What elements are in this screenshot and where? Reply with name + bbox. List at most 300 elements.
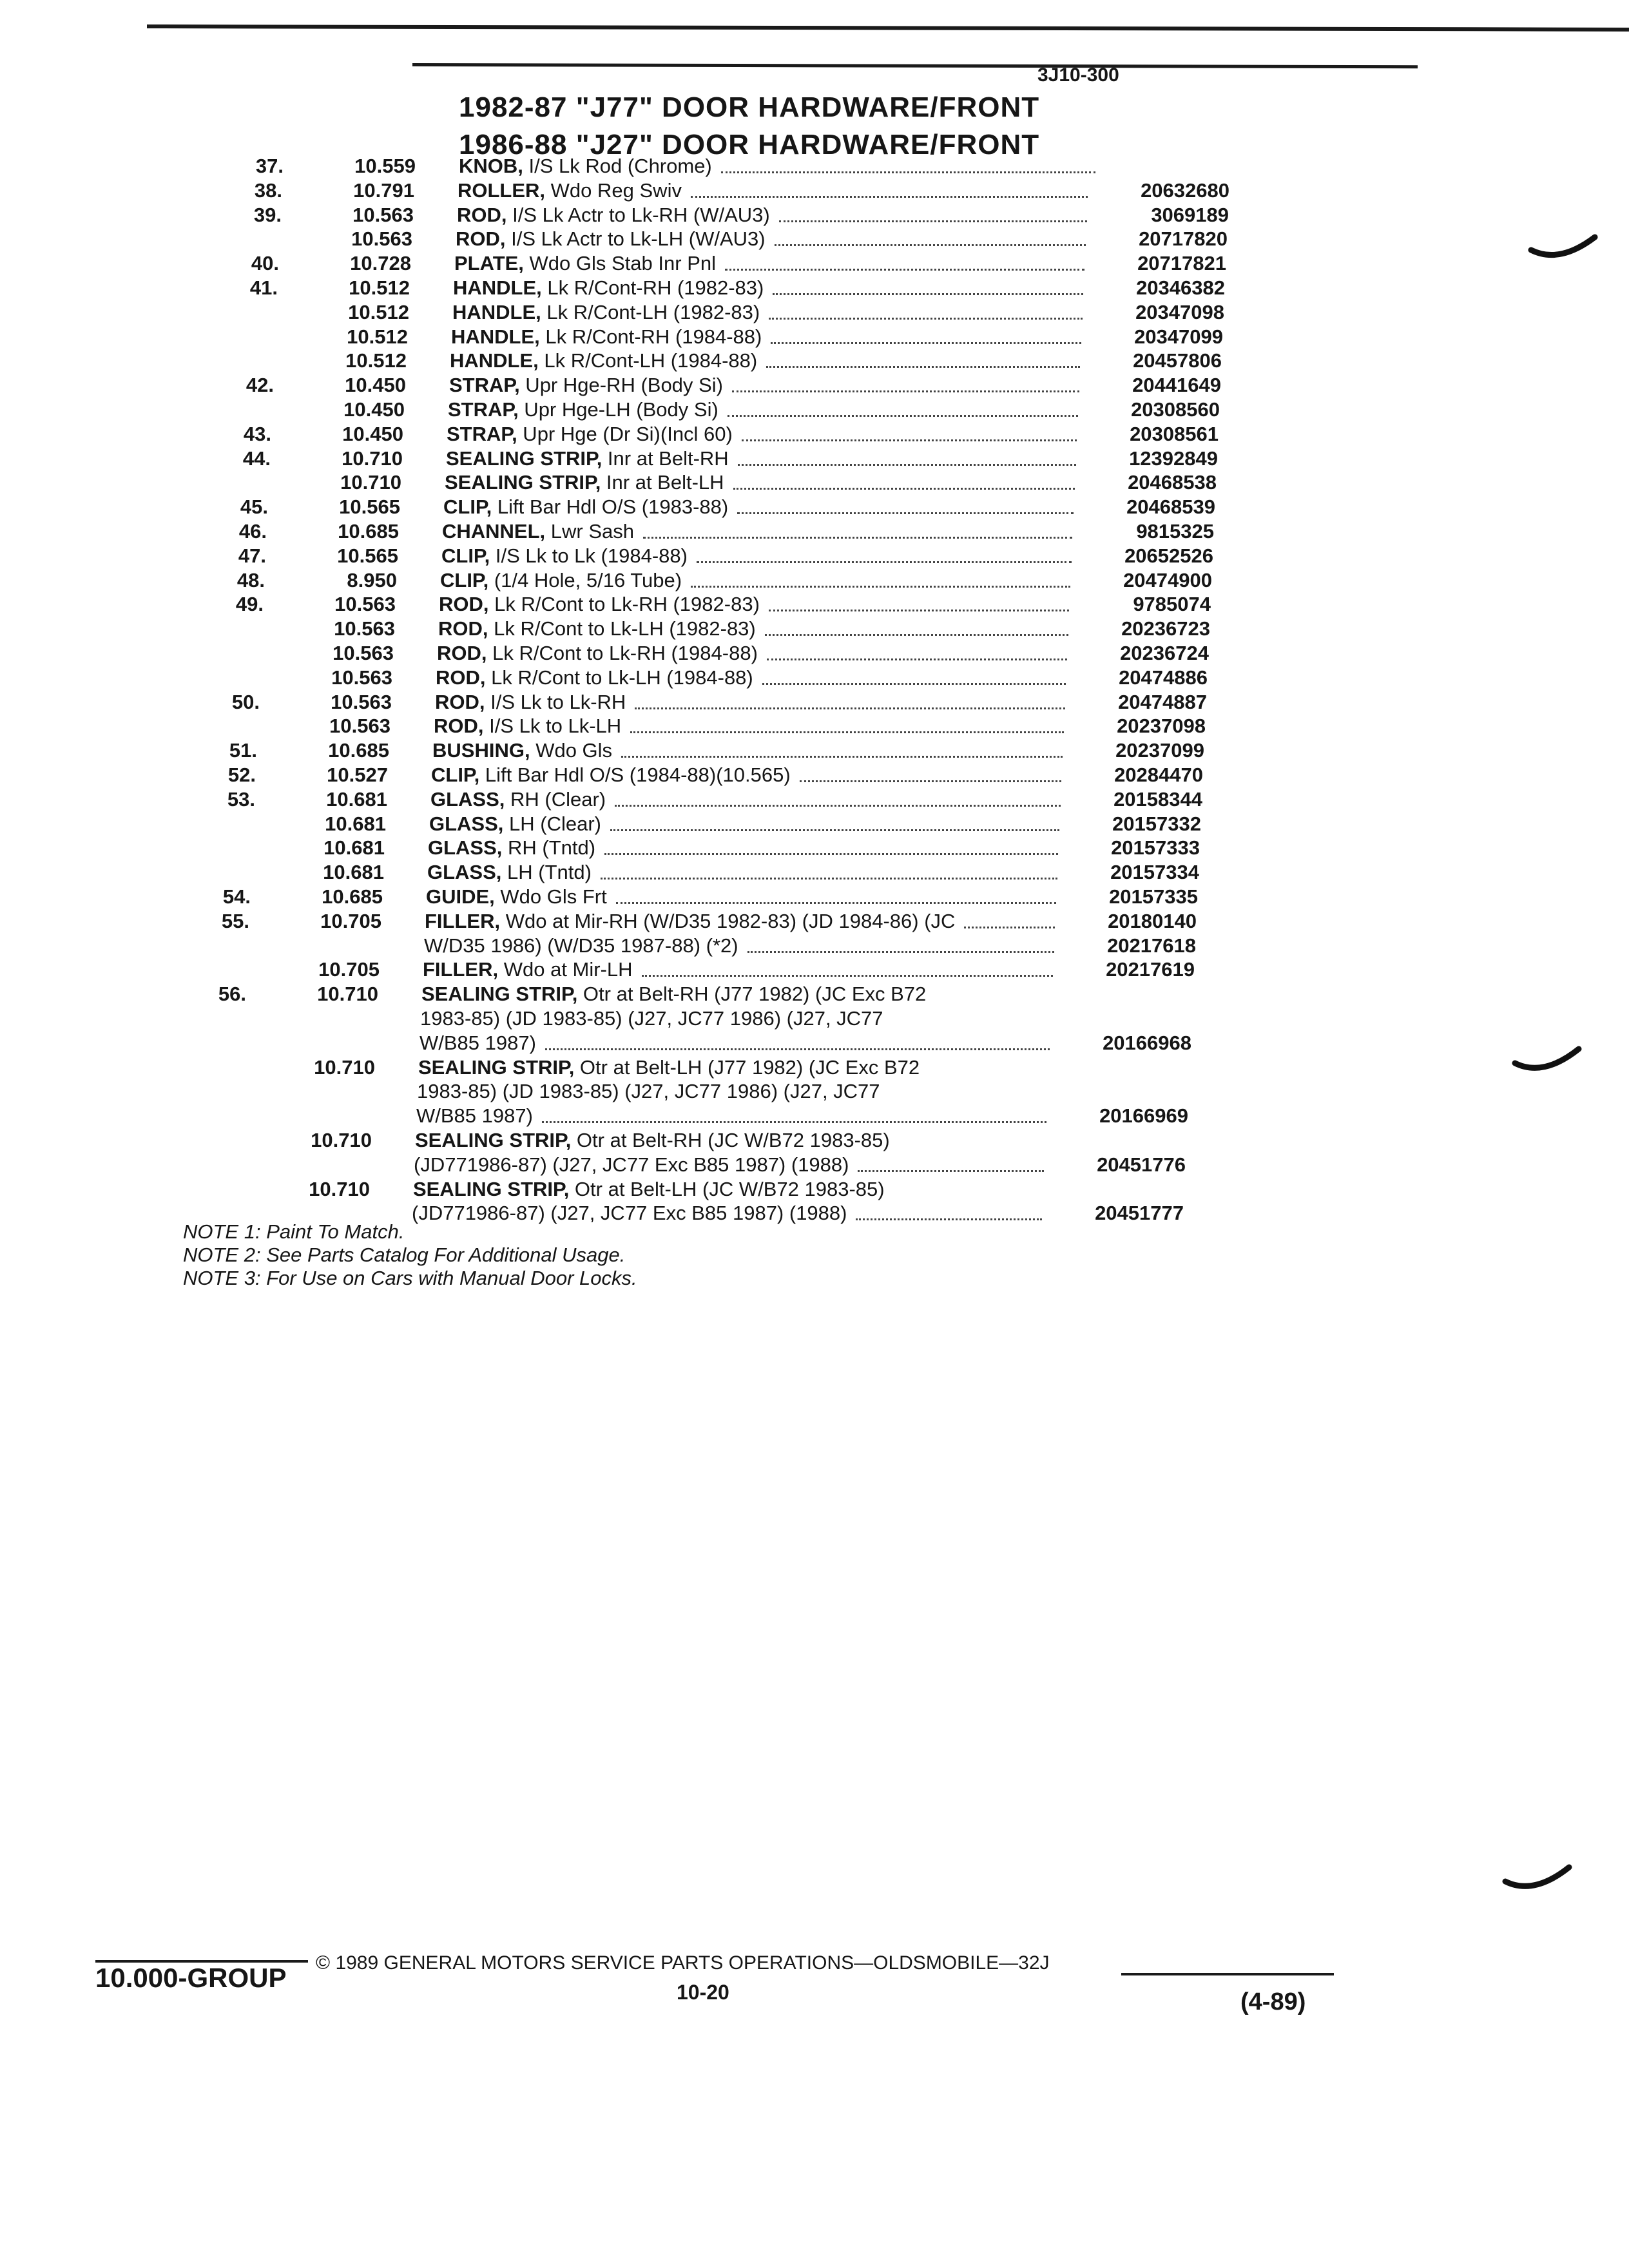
- footer-rule-right: [1121, 1973, 1334, 1975]
- part-name: FILLER,: [425, 910, 501, 932]
- leader-dots: [737, 510, 1074, 514]
- group-number: 10.512: [349, 276, 410, 299]
- part-number: 3069189: [1151, 204, 1229, 226]
- group-number: 10.563: [329, 715, 390, 737]
- part-name: GLASS,: [428, 836, 503, 859]
- page-code: 3J10-300: [1037, 64, 1119, 86]
- part-name: SEALING STRIP,: [413, 1178, 570, 1200]
- part-detail: Lk R/Cont to Lk-LH (1984-88): [485, 666, 753, 689]
- part-row: [0, 1129, 1585, 1152]
- leader-dots: [964, 924, 1055, 928]
- group-number: 10.705: [318, 958, 380, 981]
- part-row: [0, 520, 1612, 543]
- leader-dots: [635, 705, 1065, 709]
- part-description: [442, 520, 634, 543]
- part-detail: RH (Clear): [505, 788, 606, 811]
- part-name: GLASS,: [429, 812, 504, 835]
- part-name: ROD,: [435, 691, 485, 713]
- part-detail: I/S Lk to Lk-LH: [483, 715, 622, 737]
- part-detail: (JD771986-87) (J27, JC77 Exc B85 1987) (1988): [412, 1202, 847, 1224]
- group-number: 10.728: [350, 252, 411, 274]
- part-description: [416, 1104, 533, 1128]
- group-number: 8.950: [347, 569, 397, 591]
- part-name: GLASS,: [427, 861, 502, 883]
- part-number: 20157335: [1109, 885, 1198, 908]
- item-index: 46.: [238, 520, 267, 543]
- part-detail: Otr at Belt-RH (JC W/B72 1983-85): [571, 1129, 890, 1151]
- part-number: 9785074: [1133, 593, 1211, 615]
- part-detail: I/S Lk Actr to Lk-LH (W/AU3): [505, 227, 766, 250]
- part-row: [0, 1056, 1588, 1079]
- part-description: [447, 423, 733, 446]
- part-number: 20237098: [1117, 715, 1206, 737]
- part-description: [428, 836, 595, 860]
- part-detail: LH (Tntd): [501, 861, 592, 883]
- part-row: [0, 1178, 1583, 1201]
- part-description: [441, 544, 688, 568]
- part-detail: LH (Clear): [503, 812, 601, 835]
- leader-dots: [769, 607, 1069, 611]
- part-description: [434, 715, 621, 738]
- part-name: STRAP,: [447, 423, 517, 445]
- part-number: 20652526: [1124, 544, 1213, 567]
- margin-check-mark: [1527, 232, 1605, 277]
- part-name: STRAP,: [448, 398, 519, 421]
- leader-dots: [766, 363, 1080, 368]
- group-number: 10.563: [334, 593, 396, 615]
- part-description: [458, 179, 682, 202]
- part-detail: I/S Lk to Lk-RH: [485, 691, 626, 713]
- note-1: NOTE 1: Paint To Match.: [183, 1220, 405, 1243]
- group-number: 10.710: [340, 471, 401, 494]
- part-detail: Lk R/Cont-RH (1984-88): [539, 325, 762, 348]
- leader-dots: [725, 266, 1084, 271]
- leader-dots: [542, 1119, 1046, 1123]
- part-detail: Lift Bar Hdl O/S (1984-88)(10.565): [479, 764, 791, 786]
- part-row: [0, 1104, 1586, 1128]
- part-row: [0, 666, 1606, 689]
- leader-dots: [742, 437, 1077, 441]
- item-index: 37.: [255, 155, 284, 177]
- part-number: 20717820: [1139, 227, 1228, 250]
- note-2: NOTE 2: See Parts Catalog For Additional Usage.: [183, 1244, 626, 1266]
- footer-date: (4-89): [1240, 1988, 1306, 2015]
- leader-dots: [621, 753, 1063, 758]
- part-detail: 1983-85) (JD 1983-85) (J27, JC77 1986) (J27, JC77: [417, 1080, 880, 1102]
- part-name: HANDLE,: [452, 301, 541, 323]
- part-number: 20217619: [1106, 958, 1195, 981]
- part-detail: Lift Bar Hdl O/S (1983-88): [492, 495, 729, 518]
- leader-dots: [733, 485, 1075, 490]
- item-index: 50.: [231, 691, 260, 713]
- part-row: [0, 423, 1617, 446]
- part-number: 20347099: [1134, 325, 1223, 348]
- group-number: 10.685: [322, 885, 383, 908]
- part-number: 20474886: [1119, 666, 1208, 689]
- margin-check-mark: [1511, 1044, 1588, 1089]
- part-description: [435, 691, 626, 714]
- item-index: 45.: [240, 495, 268, 518]
- part-description: [456, 227, 766, 251]
- part-number: 20157334: [1110, 861, 1199, 883]
- part-description: [443, 495, 728, 519]
- leader-dots: [775, 242, 1086, 246]
- group-number: 10.681: [325, 812, 386, 835]
- part-number: 20308560: [1131, 398, 1220, 421]
- leader-dots: [545, 1046, 1050, 1050]
- group-number: 10.710: [309, 1178, 370, 1200]
- group-number: 10.559: [354, 155, 416, 177]
- part-name: BUSHING,: [432, 739, 530, 762]
- group-number: 10.791: [353, 179, 414, 202]
- part-name: SEALING STRIP,: [421, 983, 578, 1005]
- item-index: 47.: [238, 544, 266, 567]
- part-description: [450, 349, 757, 372]
- part-row: [0, 1032, 1590, 1055]
- part-row: [0, 349, 1620, 372]
- leader-dots: [615, 802, 1061, 807]
- group-number: 10.681: [326, 788, 387, 811]
- part-number: 20166968: [1103, 1032, 1191, 1054]
- part-description: [419, 1032, 536, 1055]
- group-number: 10.512: [348, 301, 409, 323]
- part-detail: Upr Hge (Dr Si)(Incl 60): [517, 423, 733, 445]
- item-index: 38.: [254, 179, 282, 202]
- group-number: 10.563: [351, 227, 412, 250]
- leader-dots: [616, 899, 1056, 904]
- part-detail: Inr at Belt-RH: [602, 447, 729, 470]
- part-description: [431, 764, 791, 787]
- part-description: [440, 569, 682, 592]
- part-description: [446, 447, 729, 470]
- group-number: 10.450: [343, 398, 405, 421]
- part-row: [0, 155, 1629, 178]
- item-index: 55.: [221, 910, 249, 932]
- part-number: 20451776: [1097, 1153, 1186, 1176]
- note-3: NOTE 3: For Use on Cars with Manual Door Locks.: [183, 1267, 637, 1289]
- part-number: 20474900: [1123, 569, 1212, 591]
- part-number: 20217618: [1107, 934, 1196, 957]
- item-index: 43.: [243, 423, 271, 445]
- part-description: [438, 617, 756, 640]
- part-row: [0, 691, 1605, 714]
- item-index: 54.: [222, 885, 251, 908]
- part-number: 20451777: [1095, 1202, 1184, 1224]
- part-number: 20308561: [1130, 423, 1219, 445]
- part-detail: Otr at Belt-RH (J77 1982) (JC Exc B72: [577, 983, 927, 1005]
- leader-dots: [691, 193, 1088, 198]
- part-row: [0, 593, 1609, 616]
- part-number: 20158344: [1113, 788, 1202, 811]
- part-number: 20468538: [1128, 471, 1217, 494]
- item-index: 52.: [227, 764, 256, 786]
- part-detail: W/B85 1987): [419, 1032, 536, 1054]
- part-detail: Lk R/Cont-RH (1982-83): [541, 276, 764, 299]
- part-detail: 1983-85) (JD 1983-85) (J27, JC77 1986) (J27, JC77: [420, 1007, 883, 1030]
- part-name: CLIP,: [443, 495, 492, 518]
- part-description: [417, 1080, 880, 1103]
- part-description: [423, 958, 633, 981]
- leader-dots: [604, 850, 1058, 855]
- part-row: [0, 642, 1607, 665]
- item-index: 42.: [246, 374, 274, 396]
- part-description: [432, 739, 612, 762]
- leader-dots: [721, 169, 1095, 173]
- part-detail: I/S Lk to Lk (1984-88): [490, 544, 688, 567]
- group-number: 10.685: [328, 739, 389, 762]
- group-number: 10.685: [338, 520, 399, 543]
- part-number: 20346382: [1136, 276, 1225, 299]
- part-number: 20157332: [1112, 812, 1201, 835]
- group-number: 10.565: [339, 495, 400, 518]
- part-number: 20441649: [1132, 374, 1221, 396]
- item-index: 44.: [242, 447, 271, 470]
- part-row: [0, 861, 1597, 884]
- part-name: SEALING STRIP,: [445, 471, 601, 494]
- part-detail: W/D35 1986) (W/D35 1987-88) (*2): [424, 934, 738, 957]
- item-index: 49.: [235, 593, 264, 615]
- item-index: 41.: [249, 276, 278, 299]
- part-description: [457, 204, 770, 227]
- part-detail: W/B85 1987): [416, 1104, 533, 1127]
- part-row: [0, 227, 1626, 251]
- item-index: 56.: [218, 983, 246, 1005]
- margin-check-mark: [1501, 1862, 1579, 1907]
- item-index: 51.: [229, 739, 257, 762]
- leader-dots: [738, 461, 1076, 466]
- part-detail: Wdo Gls: [530, 739, 613, 762]
- part-row: [0, 715, 1604, 738]
- group-number: 10.710: [342, 447, 403, 470]
- leader-dots: [732, 388, 1079, 392]
- part-number: 20157333: [1111, 836, 1200, 859]
- part-detail: Upr Hge-RH (Body Si): [519, 374, 723, 396]
- part-name: ROD,: [438, 617, 488, 640]
- part-detail: Wdo Gls Stab Inr Pnl: [523, 252, 716, 274]
- part-number: 20236724: [1120, 642, 1209, 664]
- leader-dots: [856, 1216, 1042, 1220]
- part-description: [427, 861, 592, 884]
- part-name: ROD,: [456, 227, 506, 250]
- leader-dots: [779, 218, 1087, 222]
- part-name: ROLLER,: [458, 179, 546, 202]
- part-description: [424, 934, 738, 957]
- group-number: 10.710: [311, 1129, 372, 1151]
- part-name: HANDLE,: [450, 349, 539, 372]
- item-index: 53.: [227, 788, 255, 811]
- part-detail: Upr Hge-LH (Body Si): [518, 398, 718, 421]
- part-number: 20237099: [1115, 739, 1204, 762]
- leader-dots: [858, 1168, 1044, 1172]
- part-detail: (1/4 Hole, 5/16 Tube): [488, 569, 682, 591]
- part-name: ROD,: [437, 642, 487, 664]
- part-row: [0, 788, 1601, 811]
- part-detail: Wdo at Mir-RH (W/D35 1982-83) (JD 1984-86) (JC: [500, 910, 956, 932]
- part-description: [437, 642, 758, 665]
- part-detail: Lk R/Cont to Lk-RH (1984-88): [487, 642, 758, 664]
- part-row: [0, 569, 1610, 592]
- part-name: CLIP,: [431, 764, 480, 786]
- part-row: [0, 398, 1618, 421]
- part-row: [0, 934, 1594, 957]
- part-description: [449, 374, 723, 397]
- leader-dots: [747, 948, 1054, 953]
- page-title-1: 1982-87 "J77" DOOR HARDWARE/FRONT: [459, 91, 1040, 123]
- part-name: CHANNEL,: [442, 520, 546, 543]
- leader-dots: [643, 534, 1072, 539]
- part-name: CLIP,: [440, 569, 489, 591]
- group-number: 10.681: [323, 836, 385, 859]
- part-number: 20632680: [1141, 179, 1229, 202]
- part-detail: Otr at Belt-LH (JC W/B72 1983-85): [569, 1178, 885, 1200]
- group-number: 10.563: [334, 617, 395, 640]
- leader-dots: [642, 972, 1053, 977]
- part-number: 20236723: [1121, 617, 1210, 640]
- leader-dots: [771, 340, 1081, 344]
- part-name: STRAP,: [449, 374, 520, 396]
- part-name: ROD,: [439, 593, 489, 615]
- part-row: [0, 1080, 1587, 1103]
- part-row: [0, 836, 1598, 860]
- part-description: [451, 325, 762, 349]
- part-description: [426, 885, 607, 908]
- part-description: [421, 983, 926, 1006]
- part-row: [0, 983, 1592, 1006]
- part-description: [429, 812, 601, 836]
- leader-dots: [773, 291, 1083, 295]
- part-row: [0, 447, 1616, 470]
- part-description: [418, 1056, 920, 1079]
- part-detail: Inr at Belt-LH: [601, 471, 724, 494]
- item-index: 39.: [253, 204, 282, 226]
- part-description: [445, 471, 724, 494]
- group-number: 10.563: [352, 204, 414, 226]
- leader-dots: [767, 656, 1067, 660]
- leader-dots: [630, 729, 1064, 733]
- part-row: [0, 252, 1624, 275]
- part-name: HANDLE,: [451, 325, 540, 348]
- group-number: 10.705: [320, 910, 381, 932]
- part-row: [0, 1153, 1584, 1177]
- leader-dots: [610, 827, 1059, 831]
- item-index: 48.: [236, 569, 265, 591]
- part-name: GUIDE,: [426, 885, 495, 908]
- group-number: 10.681: [323, 861, 384, 883]
- part-name: SEALING STRIP,: [418, 1056, 575, 1079]
- part-number: 12392849: [1129, 447, 1218, 470]
- leader-dots: [601, 875, 1057, 879]
- part-row: [0, 1007, 1590, 1030]
- part-detail: Lwr Sash: [545, 520, 635, 543]
- part-detail: (JD771986-87) (J27, JC77 Exc B85 1987) (1988): [414, 1153, 849, 1176]
- notes-section: [183, 1220, 637, 1290]
- footer-group: 10.000-GROUP: [95, 1963, 287, 1993]
- part-name: SEALING STRIP,: [415, 1129, 572, 1151]
- footer-copyright: © 1989 GENERAL MOTORS SERVICE PARTS OPERATIONS—OLDSMOBILE—32J: [316, 1952, 1050, 1974]
- part-row: [0, 495, 1614, 519]
- part-row: [0, 471, 1615, 494]
- leader-dots: [728, 412, 1078, 417]
- part-row: [0, 301, 1623, 324]
- part-name: CLIP,: [441, 544, 490, 567]
- part-detail: Lk R/Cont to Lk-RH (1982-83): [488, 593, 760, 615]
- part-row: [0, 910, 1595, 933]
- part-number: 20284470: [1114, 764, 1203, 786]
- part-description: [415, 1129, 890, 1152]
- part-row: [0, 764, 1601, 787]
- part-description: [425, 910, 955, 933]
- part-detail: I/S Lk Rod (Chrome): [523, 155, 712, 177]
- group-number: 10.710: [314, 1056, 375, 1079]
- part-description: [452, 301, 760, 324]
- part-row: [0, 374, 1619, 397]
- part-detail: Wdo at Mir-LH: [498, 958, 633, 981]
- part-row: [0, 958, 1593, 981]
- part-name: ROD,: [434, 715, 484, 737]
- part-number: 20347098: [1135, 301, 1224, 323]
- group-number: 10.563: [331, 691, 392, 713]
- part-row: [0, 617, 1608, 640]
- part-number: 20166969: [1099, 1104, 1188, 1127]
- part-number: 20457806: [1133, 349, 1222, 372]
- part-detail: Otr at Belt-LH (J77 1982) (JC Exc B72: [574, 1056, 920, 1079]
- part-row: [0, 204, 1627, 227]
- part-detail: I/S Lk Actr to Lk-RH (W/AU3): [506, 204, 770, 226]
- part-description: [420, 1007, 883, 1030]
- group-number: 10.512: [347, 325, 408, 348]
- footer-page-number: 10-20: [677, 1981, 729, 2004]
- part-number: 9815325: [1136, 520, 1214, 543]
- group-number: 10.450: [342, 423, 403, 445]
- part-number: 20468539: [1126, 495, 1215, 518]
- part-name: SEALING STRIP,: [446, 447, 602, 470]
- part-number: 20717821: [1137, 252, 1226, 274]
- part-name: ROD,: [436, 666, 486, 689]
- page-title-2: 1986-88 "J27" DOOR HARDWARE/FRONT: [459, 129, 1040, 160]
- leader-dots: [762, 680, 1066, 685]
- part-description: [453, 276, 764, 300]
- leader-dots: [691, 583, 1070, 588]
- part-description: [448, 398, 718, 421]
- part-row: [0, 544, 1612, 568]
- leader-dots: [765, 631, 1068, 636]
- part-detail: Wdo Gls Frt: [494, 885, 607, 908]
- part-description: [454, 252, 716, 275]
- part-row: [0, 276, 1623, 300]
- group-number: 10.450: [345, 374, 406, 396]
- part-row: [0, 739, 1603, 762]
- part-row: [0, 812, 1599, 836]
- part-row: [0, 325, 1621, 349]
- leader-dots: [800, 778, 1061, 782]
- part-detail: Wdo Reg Swiv: [545, 179, 682, 202]
- part-number: 20474887: [1118, 691, 1207, 713]
- group-number: 10.527: [327, 764, 388, 786]
- part-name: PLATE,: [454, 252, 524, 274]
- part-detail: RH (Tntd): [502, 836, 596, 859]
- part-name: GLASS,: [430, 788, 505, 811]
- part-number: 20180140: [1108, 910, 1197, 932]
- part-detail: Lk R/Cont-LH (1984-88): [538, 349, 758, 372]
- part-row: [0, 179, 1628, 202]
- leader-dots: [769, 315, 1083, 320]
- group-number: 10.512: [345, 349, 407, 372]
- part-description: [413, 1178, 885, 1201]
- item-index: 40.: [251, 252, 279, 274]
- part-name: ROD,: [457, 204, 507, 226]
- part-row: [0, 885, 1596, 908]
- group-number: 10.565: [337, 544, 398, 567]
